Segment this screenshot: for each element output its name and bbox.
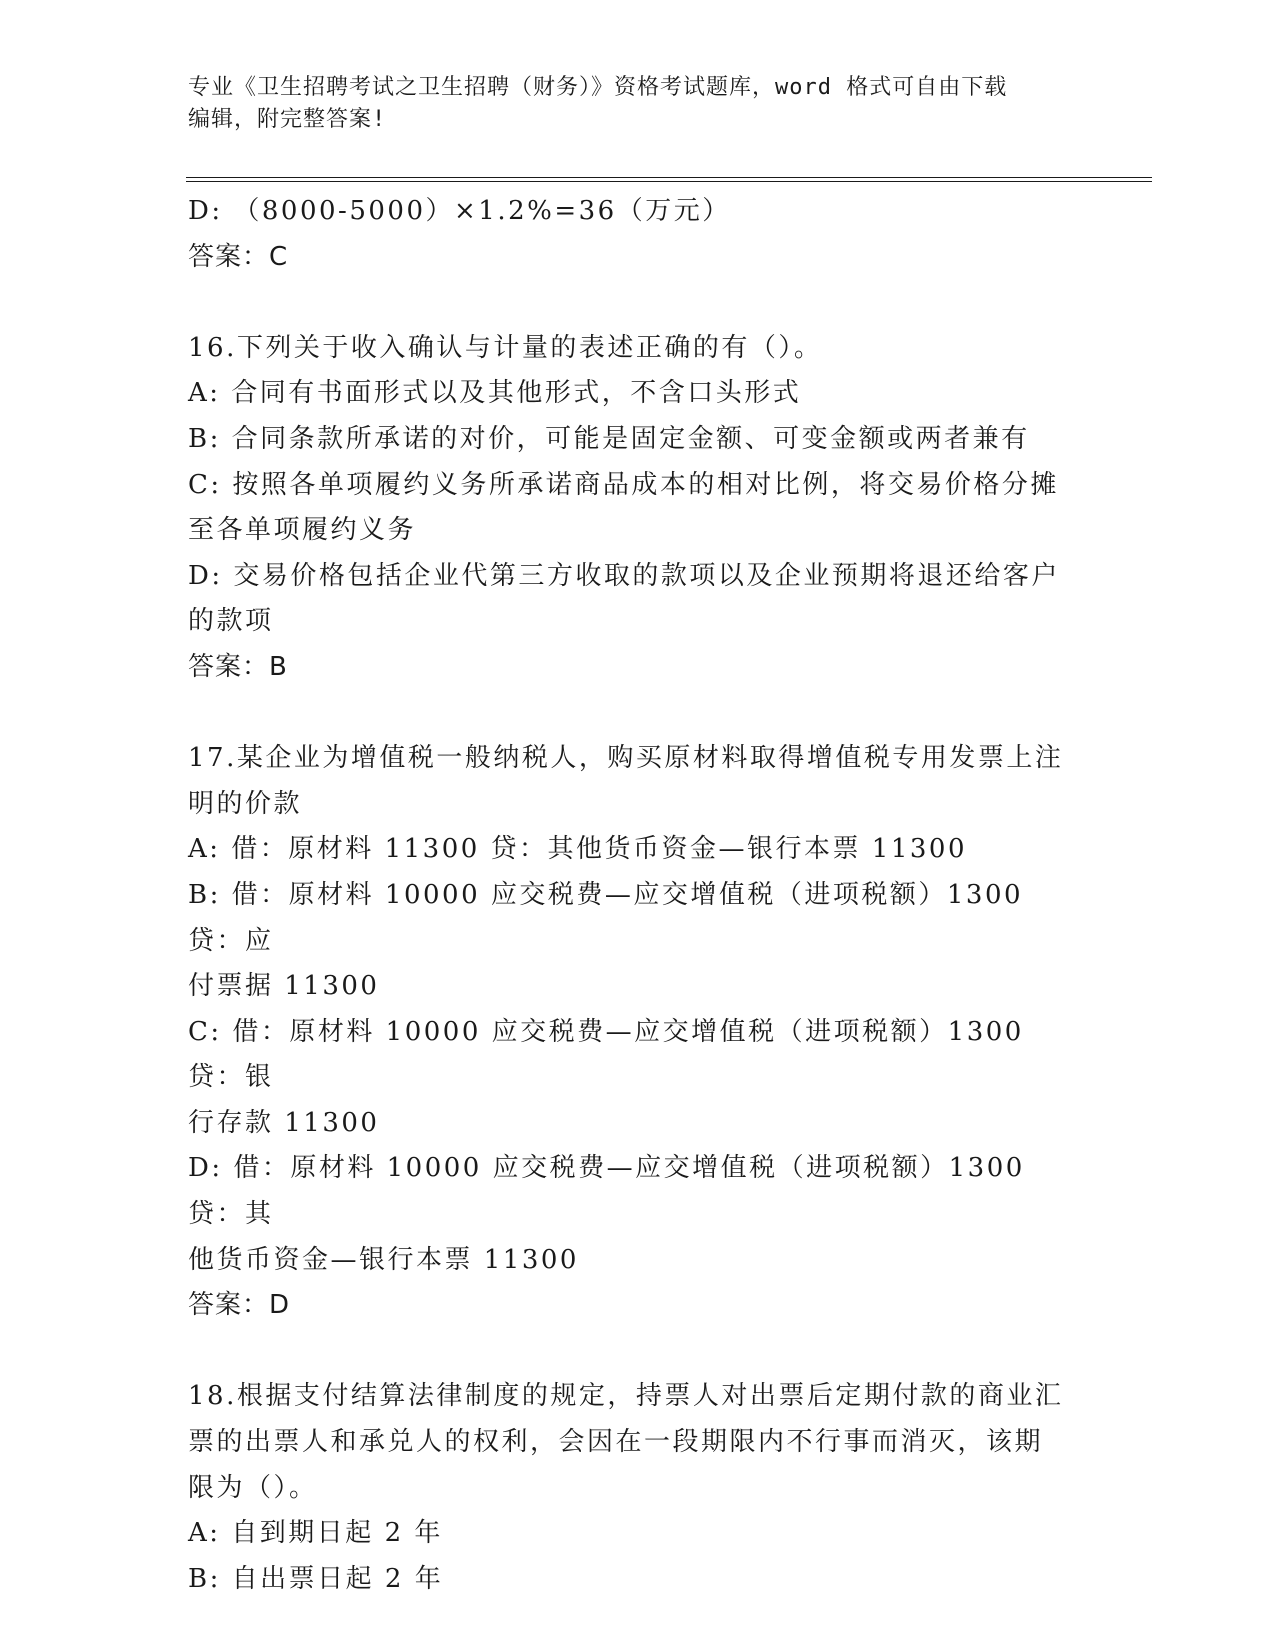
- option-b: B: 借：原材料 10000 应交税费—应交增值税（进项税额）1300 贷：应: [188, 879, 1034, 956]
- answer-label: 答案：C: [188, 241, 289, 272]
- question-17: [188, 736, 1088, 1329]
- question-stem: 18.根据支付结算法律制度的规定，持票人对出票后定期付款的商业汇: [188, 1381, 1064, 1412]
- option-d: D: 借：原材料 10000 应交税费—应交增值税（进项税额）1300 贷：其: [188, 1153, 1036, 1230]
- option-d-continued: 他货币资金—银行本票 11300: [188, 1244, 579, 1275]
- option-a: A: 借：原材料 11300 贷：其他货币资金—银行本票 11300: [188, 834, 968, 865]
- option-a: A: 合同有书面形式以及其他形式，不含口头形式: [188, 378, 802, 409]
- previous-question-tail: [188, 189, 1088, 280]
- answer-label: 答案：B: [188, 651, 288, 682]
- header-line-2: 编辑，附完整答案!: [188, 107, 387, 132]
- question-18: [188, 1374, 1088, 1602]
- question-stem-continued: 限为（）。: [188, 1472, 318, 1503]
- option-c-continued: 行存款 11300: [188, 1107, 380, 1138]
- header-rule-top: [186, 177, 1152, 178]
- option-a: A: 自到期日起 2 年: [188, 1518, 443, 1549]
- header-line-1: 专业《卫生招聘考试之卫生招聘（财务）》资格考试题库，word 格式可自由下载: [188, 75, 1008, 100]
- option-d-continued: 的款项: [188, 606, 274, 637]
- document-body: [188, 189, 1088, 1602]
- question-stem-continued: 票的出票人和承兑人的权利，会因在一段期限内不行事而消灭，该期: [188, 1427, 1044, 1458]
- document-header: [188, 72, 1088, 136]
- option-b: B: 自出票日起 2 年: [188, 1563, 444, 1594]
- option-b-continued: 付票据 11300: [188, 971, 380, 1002]
- question-stem: 16.下列关于收入确认与计量的表述正确的有（）。: [188, 332, 823, 363]
- option-b: B: 合同条款所承诺的对价，可能是固定金额、可变金额或两者兼有: [188, 423, 1030, 454]
- question-stem: 17.某企业为增值税一般纳税人，购买原材料取得增值税专用发票上注: [188, 743, 1064, 774]
- header-rule-bottom: [186, 181, 1152, 182]
- question-16: [188, 326, 1088, 691]
- question-stem-continued: 明的价款: [188, 788, 303, 819]
- option-d: D: （8000-5000）×1.2%=36（万元）: [188, 196, 731, 226]
- option-d: D: 交易价格包括企业代第三方收取的款项以及企业预期将退还给客户: [188, 560, 1060, 591]
- option-c: C: 借：原材料 10000 应交税费—应交增值税（进项税额）1300 贷：银: [188, 1016, 1035, 1093]
- option-c-continued: 至各单项履约义务: [188, 515, 417, 546]
- answer-label: 答案：D: [188, 1290, 291, 1321]
- option-c: C: 按照各单项履约义务所承诺商品成本的相对比例，将交易价格分摊: [188, 469, 1059, 500]
